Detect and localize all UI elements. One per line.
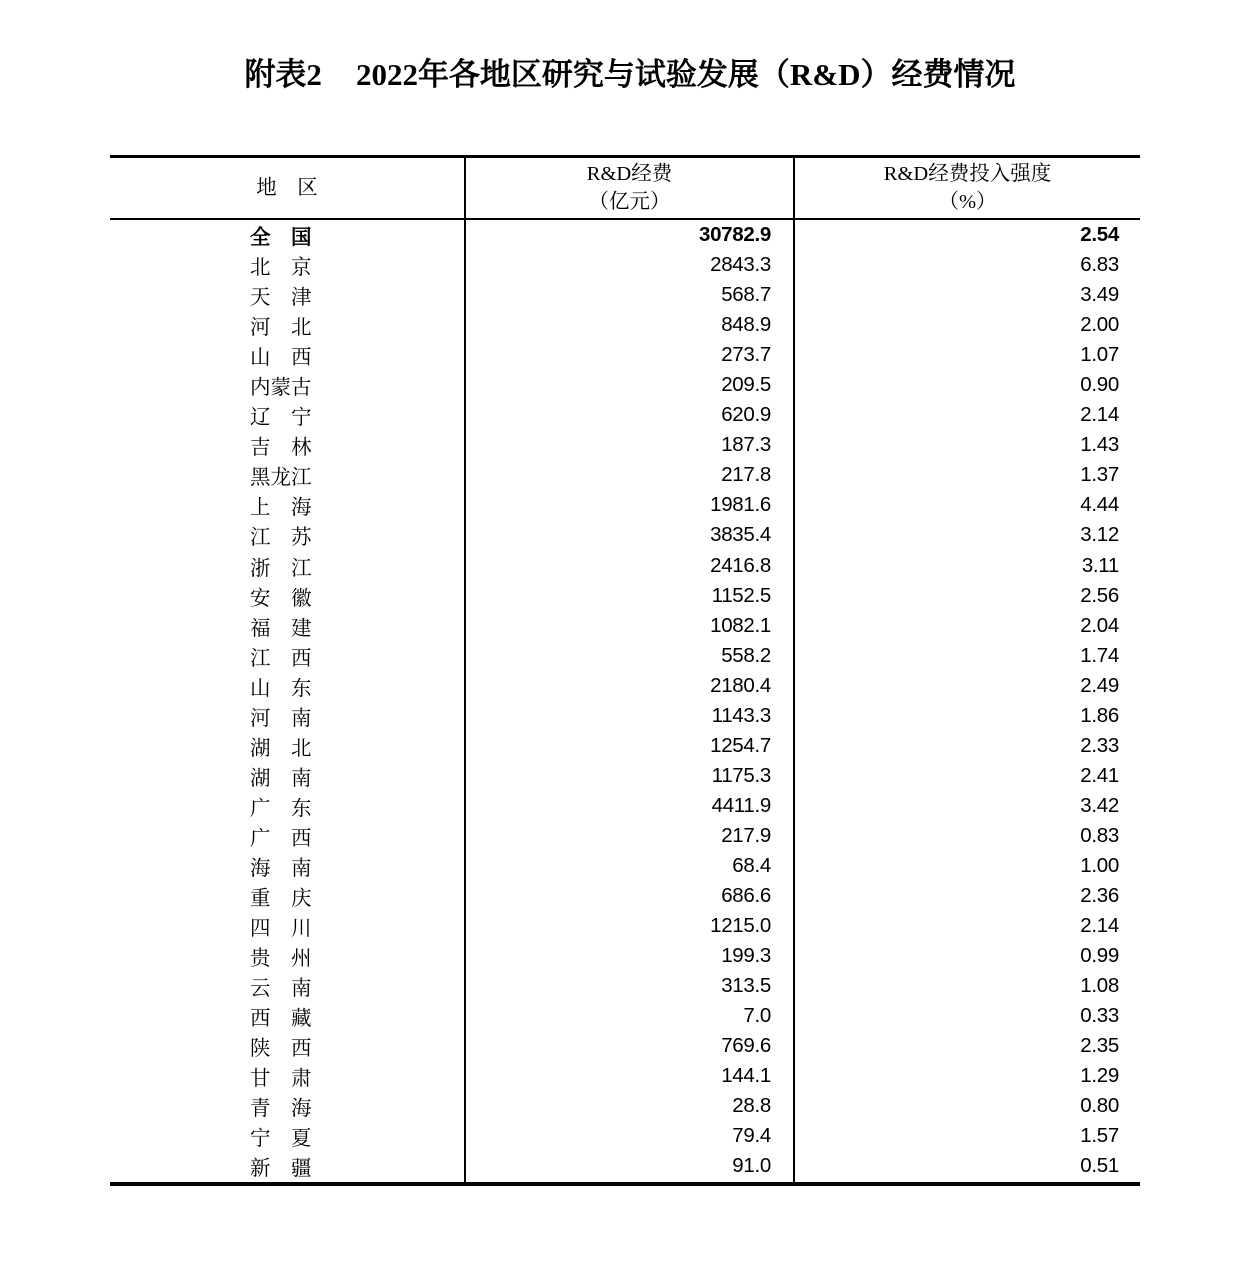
intensity-cell (795, 490, 1140, 520)
region-name: 陕 西 (250, 1038, 312, 1061)
region-name-cell (110, 1001, 464, 1031)
region-name-cell (110, 460, 464, 490)
intensity-value: 0.90 (1080, 373, 1119, 397)
funds-value: 79.4 (732, 1124, 771, 1148)
intensity-value: 3.12 (1080, 523, 1119, 547)
intensity-cell (795, 611, 1140, 641)
funds-cell (464, 460, 795, 490)
funds-cell (464, 551, 795, 581)
table-row (110, 370, 1140, 400)
intensity-value: 2.56 (1080, 583, 1119, 607)
funds-value: 273.7 (721, 343, 771, 367)
intensity-value: 0.99 (1080, 944, 1119, 968)
region-name-cell (110, 250, 464, 280)
intensity-value: 1.29 (1080, 1064, 1119, 1088)
intensity-cell (795, 671, 1140, 701)
intensity-cell (795, 1151, 1140, 1181)
funds-cell (464, 971, 795, 1001)
region-name-cell (110, 791, 464, 821)
funds-value: 3835.4 (710, 523, 771, 547)
intensity-value: 1.86 (1080, 703, 1119, 727)
funds-cell (464, 280, 795, 310)
funds-cell (464, 1121, 795, 1151)
funds-value: 2416.8 (710, 553, 771, 577)
region-name-cell (110, 1091, 464, 1121)
funds-value: 1175.3 (711, 763, 771, 787)
region-name: 安 徽 (250, 587, 312, 610)
intensity-cell (795, 881, 1140, 911)
funds-value: 568.7 (721, 283, 771, 307)
region-name: 山 东 (250, 677, 312, 700)
region-name: 北 京 (250, 257, 312, 280)
table-row (110, 821, 1140, 851)
intensity-cell (795, 220, 1140, 250)
region-name-cell (110, 400, 464, 430)
funds-cell (464, 731, 795, 761)
funds-value: 144.1 (721, 1064, 771, 1088)
funds-value: 217.8 (721, 463, 771, 487)
table-row (110, 791, 1140, 821)
region-name-cell (110, 551, 464, 581)
region-name-cell (110, 671, 464, 701)
intensity-cell (795, 370, 1140, 400)
intensity-value: 1.07 (1080, 343, 1119, 367)
region-name: 福 建 (250, 617, 312, 640)
funds-value: 199.3 (721, 944, 771, 968)
table-row (110, 881, 1140, 911)
funds-value: 620.9 (721, 403, 771, 427)
funds-cell (464, 791, 795, 821)
intensity-cell (795, 1091, 1140, 1121)
funds-cell (464, 611, 795, 641)
region-name: 河 南 (250, 707, 312, 730)
region-name: 青 海 (250, 1098, 312, 1121)
table-row (110, 1031, 1140, 1061)
table-row (110, 761, 1140, 791)
region-name-cell (110, 220, 464, 250)
region-name: 河 北 (250, 317, 312, 340)
intensity-cell (795, 250, 1140, 280)
intensity-cell (795, 400, 1140, 430)
region-name: 浙 江 (250, 557, 312, 580)
funds-value: 686.6 (721, 884, 771, 908)
region-name-cell (110, 581, 464, 611)
region-name-cell (110, 851, 464, 881)
region-name-cell (110, 280, 464, 310)
intensity-value: 2.14 (1080, 914, 1119, 938)
region-name: 新 疆 (250, 1158, 312, 1181)
funds-cell (464, 1151, 795, 1181)
region-name-cell (110, 731, 464, 761)
region-name-cell (110, 1061, 464, 1091)
table-row (110, 1061, 1140, 1091)
funds-value: 187.3 (721, 433, 771, 457)
funds-value: 68.4 (732, 854, 771, 877)
table-row (110, 1121, 1140, 1151)
funds-value: 30782.9 (698, 223, 771, 247)
funds-cell (464, 1091, 795, 1121)
funds-value: 769.6 (721, 1034, 771, 1058)
funds-value: 28.8 (732, 1094, 771, 1118)
region-name: 湖 南 (250, 767, 312, 790)
funds-value: 4411.9 (711, 793, 771, 817)
intensity-cell (795, 971, 1140, 1001)
intensity-value: 2.33 (1080, 733, 1119, 757)
funds-cell (464, 310, 795, 340)
table-header-row (110, 158, 1140, 220)
region-name: 湖 北 (250, 737, 312, 760)
intensity-cell (795, 911, 1140, 941)
table-row (110, 911, 1140, 941)
intensity-value: 3.49 (1080, 283, 1119, 307)
region-name: 辽 宁 (250, 407, 312, 430)
intensity-cell (795, 581, 1140, 611)
region-name-cell (110, 881, 464, 911)
region-name: 吉 林 (250, 437, 312, 460)
intensity-value: 2.49 (1080, 673, 1119, 697)
page-title (0, 54, 1260, 96)
funds-value: 91.0 (732, 1154, 771, 1178)
table-row (110, 490, 1140, 520)
intensity-value: 2.00 (1080, 313, 1119, 337)
intensity-cell (795, 1061, 1140, 1091)
table-row (110, 1091, 1140, 1121)
intensity-value: 6.83 (1080, 253, 1119, 277)
region-name-cell (110, 941, 464, 971)
intensity-value: 3.42 (1080, 793, 1119, 817)
funds-value: 1981.6 (710, 493, 771, 517)
funds-cell (464, 881, 795, 911)
funds-value: 209.5 (721, 373, 771, 397)
funds-cell (464, 250, 795, 280)
funds-value: 7.0 (743, 1004, 771, 1028)
intensity-value: 2.36 (1080, 884, 1119, 908)
funds-value: 2180.4 (710, 673, 771, 697)
table-row (110, 701, 1140, 731)
intensity-cell (795, 460, 1140, 490)
intensity-cell (795, 280, 1140, 310)
region-name: 天 津 (250, 287, 312, 310)
funds-value: 1215.0 (710, 914, 771, 938)
intensity-value: 0.33 (1080, 1004, 1119, 1028)
table-body (110, 220, 1140, 1182)
region-name: 西 藏 (250, 1008, 312, 1031)
table-row (110, 250, 1140, 280)
table-row (110, 671, 1140, 701)
region-name: 重 庆 (250, 888, 312, 911)
table-row (110, 1001, 1140, 1031)
funds-cell (464, 671, 795, 701)
region-name: 宁 夏 (250, 1128, 312, 1151)
funds-value: 217.9 (721, 823, 771, 847)
funds-cell (464, 581, 795, 611)
region-name-cell (110, 911, 464, 941)
funds-value: 1152.5 (711, 583, 771, 607)
table-row (110, 430, 1140, 460)
intensity-value: 0.51 (1080, 1154, 1119, 1178)
intensity-cell (795, 941, 1140, 971)
col-header-region (110, 158, 464, 218)
intensity-value: 1.74 (1080, 643, 1119, 667)
intensity-cell (795, 551, 1140, 581)
funds-cell (464, 701, 795, 731)
intensity-cell (795, 701, 1140, 731)
region-name: 四 川 (250, 918, 312, 941)
funds-cell (464, 490, 795, 520)
region-name: 江 西 (250, 647, 312, 670)
funds-value: 2843.3 (710, 253, 771, 277)
intensity-value: 1.37 (1080, 463, 1119, 487)
region-name-cell (110, 1031, 464, 1061)
funds-value: 313.5 (721, 974, 771, 998)
region-name-cell (110, 310, 464, 340)
region-name-cell (110, 1121, 464, 1151)
funds-cell (464, 340, 795, 370)
region-name: 全 国 (250, 227, 312, 250)
table-number-label: 附表2 (244, 57, 322, 92)
intensity-value: 2.14 (1080, 403, 1119, 427)
table-row (110, 280, 1140, 310)
intensity-value: 1.00 (1080, 854, 1119, 877)
col-header-funds (464, 158, 795, 218)
col-header-intensity-label: R&D经费投入强度 (883, 163, 1052, 185)
region-name-cell (110, 340, 464, 370)
col-header-intensity-unit: （%） (938, 191, 997, 213)
intensity-value: 2.04 (1080, 613, 1119, 637)
funds-value: 1082.1 (710, 613, 771, 637)
funds-cell (464, 911, 795, 941)
region-name: 内蒙古 (250, 377, 312, 400)
table-row (110, 611, 1140, 641)
intensity-cell (795, 851, 1140, 881)
table-row (110, 460, 1140, 490)
intensity-value: 1.08 (1080, 974, 1119, 998)
intensity-cell (795, 1121, 1140, 1151)
region-name-cell (110, 971, 464, 1001)
intensity-cell (795, 1001, 1140, 1031)
funds-value: 1254.7 (710, 733, 771, 757)
region-name-cell (110, 761, 464, 791)
region-name: 海 南 (250, 858, 312, 880)
table-row (110, 971, 1140, 1001)
table-row (110, 340, 1140, 370)
table-row (110, 220, 1140, 250)
region-name: 江 苏 (250, 527, 312, 550)
table-row (110, 310, 1140, 340)
funds-value: 558.2 (721, 643, 771, 667)
region-name-cell (110, 641, 464, 671)
intensity-cell (795, 340, 1140, 370)
region-name: 广 东 (250, 797, 312, 820)
funds-cell (464, 851, 795, 881)
region-name-cell (110, 821, 464, 851)
intensity-cell (795, 310, 1140, 340)
region-name-cell (110, 520, 464, 550)
intensity-value: 0.83 (1080, 823, 1119, 847)
region-name: 黑龙江 (250, 467, 312, 490)
funds-cell (464, 641, 795, 671)
intensity-value: 4.44 (1080, 493, 1119, 517)
intensity-value: 1.57 (1080, 1124, 1119, 1148)
col-header-region-label: 地 区 (256, 177, 318, 199)
region-name: 山 西 (250, 347, 312, 370)
intensity-cell (795, 821, 1140, 851)
region-name: 云 南 (250, 978, 312, 1001)
table-row (110, 1151, 1140, 1181)
region-name: 上 海 (250, 497, 312, 520)
intensity-value: 3.11 (1081, 553, 1119, 577)
table-title-text: 2022年各地区研究与试验发展（R&D）经费情况 (355, 57, 1016, 92)
table-row (110, 581, 1140, 611)
table-row (110, 400, 1140, 430)
intensity-cell (795, 731, 1140, 761)
region-name: 甘 肃 (250, 1068, 312, 1091)
regions-rd-table (110, 155, 1140, 1186)
funds-cell (464, 220, 795, 250)
intensity-cell (795, 1031, 1140, 1061)
intensity-cell (795, 520, 1140, 550)
table-row (110, 731, 1140, 761)
region-name: 贵 州 (250, 948, 312, 971)
intensity-cell (795, 761, 1140, 791)
table-row (110, 641, 1140, 671)
funds-cell (464, 761, 795, 791)
col-header-funds-unit: （亿元） (588, 191, 671, 213)
intensity-value: 1.43 (1080, 433, 1119, 457)
funds-cell (464, 941, 795, 971)
funds-cell (464, 370, 795, 400)
region-name-cell (110, 611, 464, 641)
table-row (110, 551, 1140, 581)
region-name-cell (110, 1151, 464, 1181)
funds-value: 1143.3 (711, 703, 771, 727)
col-header-funds-label: R&D经费 (586, 163, 673, 185)
region-name-cell (110, 370, 464, 400)
intensity-cell (795, 430, 1140, 460)
intensity-cell (795, 791, 1140, 821)
region-name: 广 西 (250, 827, 312, 850)
table-row (110, 520, 1140, 550)
region-name-cell (110, 430, 464, 460)
table-row (110, 851, 1140, 881)
intensity-cell (795, 641, 1140, 671)
region-name-cell (110, 490, 464, 520)
table-row (110, 941, 1140, 971)
intensity-value: 2.54 (1080, 223, 1119, 247)
funds-cell (464, 1001, 795, 1031)
funds-cell (464, 400, 795, 430)
funds-cell (464, 430, 795, 460)
funds-cell (464, 520, 795, 550)
intensity-value: 2.35 (1080, 1034, 1119, 1058)
funds-cell (464, 1061, 795, 1091)
region-name-cell (110, 701, 464, 731)
intensity-value: 2.41 (1080, 763, 1119, 787)
funds-cell (464, 821, 795, 851)
col-header-intensity (795, 158, 1140, 218)
funds-value: 848.9 (721, 313, 771, 337)
intensity-value: 0.80 (1080, 1094, 1119, 1118)
funds-cell (464, 1031, 795, 1061)
